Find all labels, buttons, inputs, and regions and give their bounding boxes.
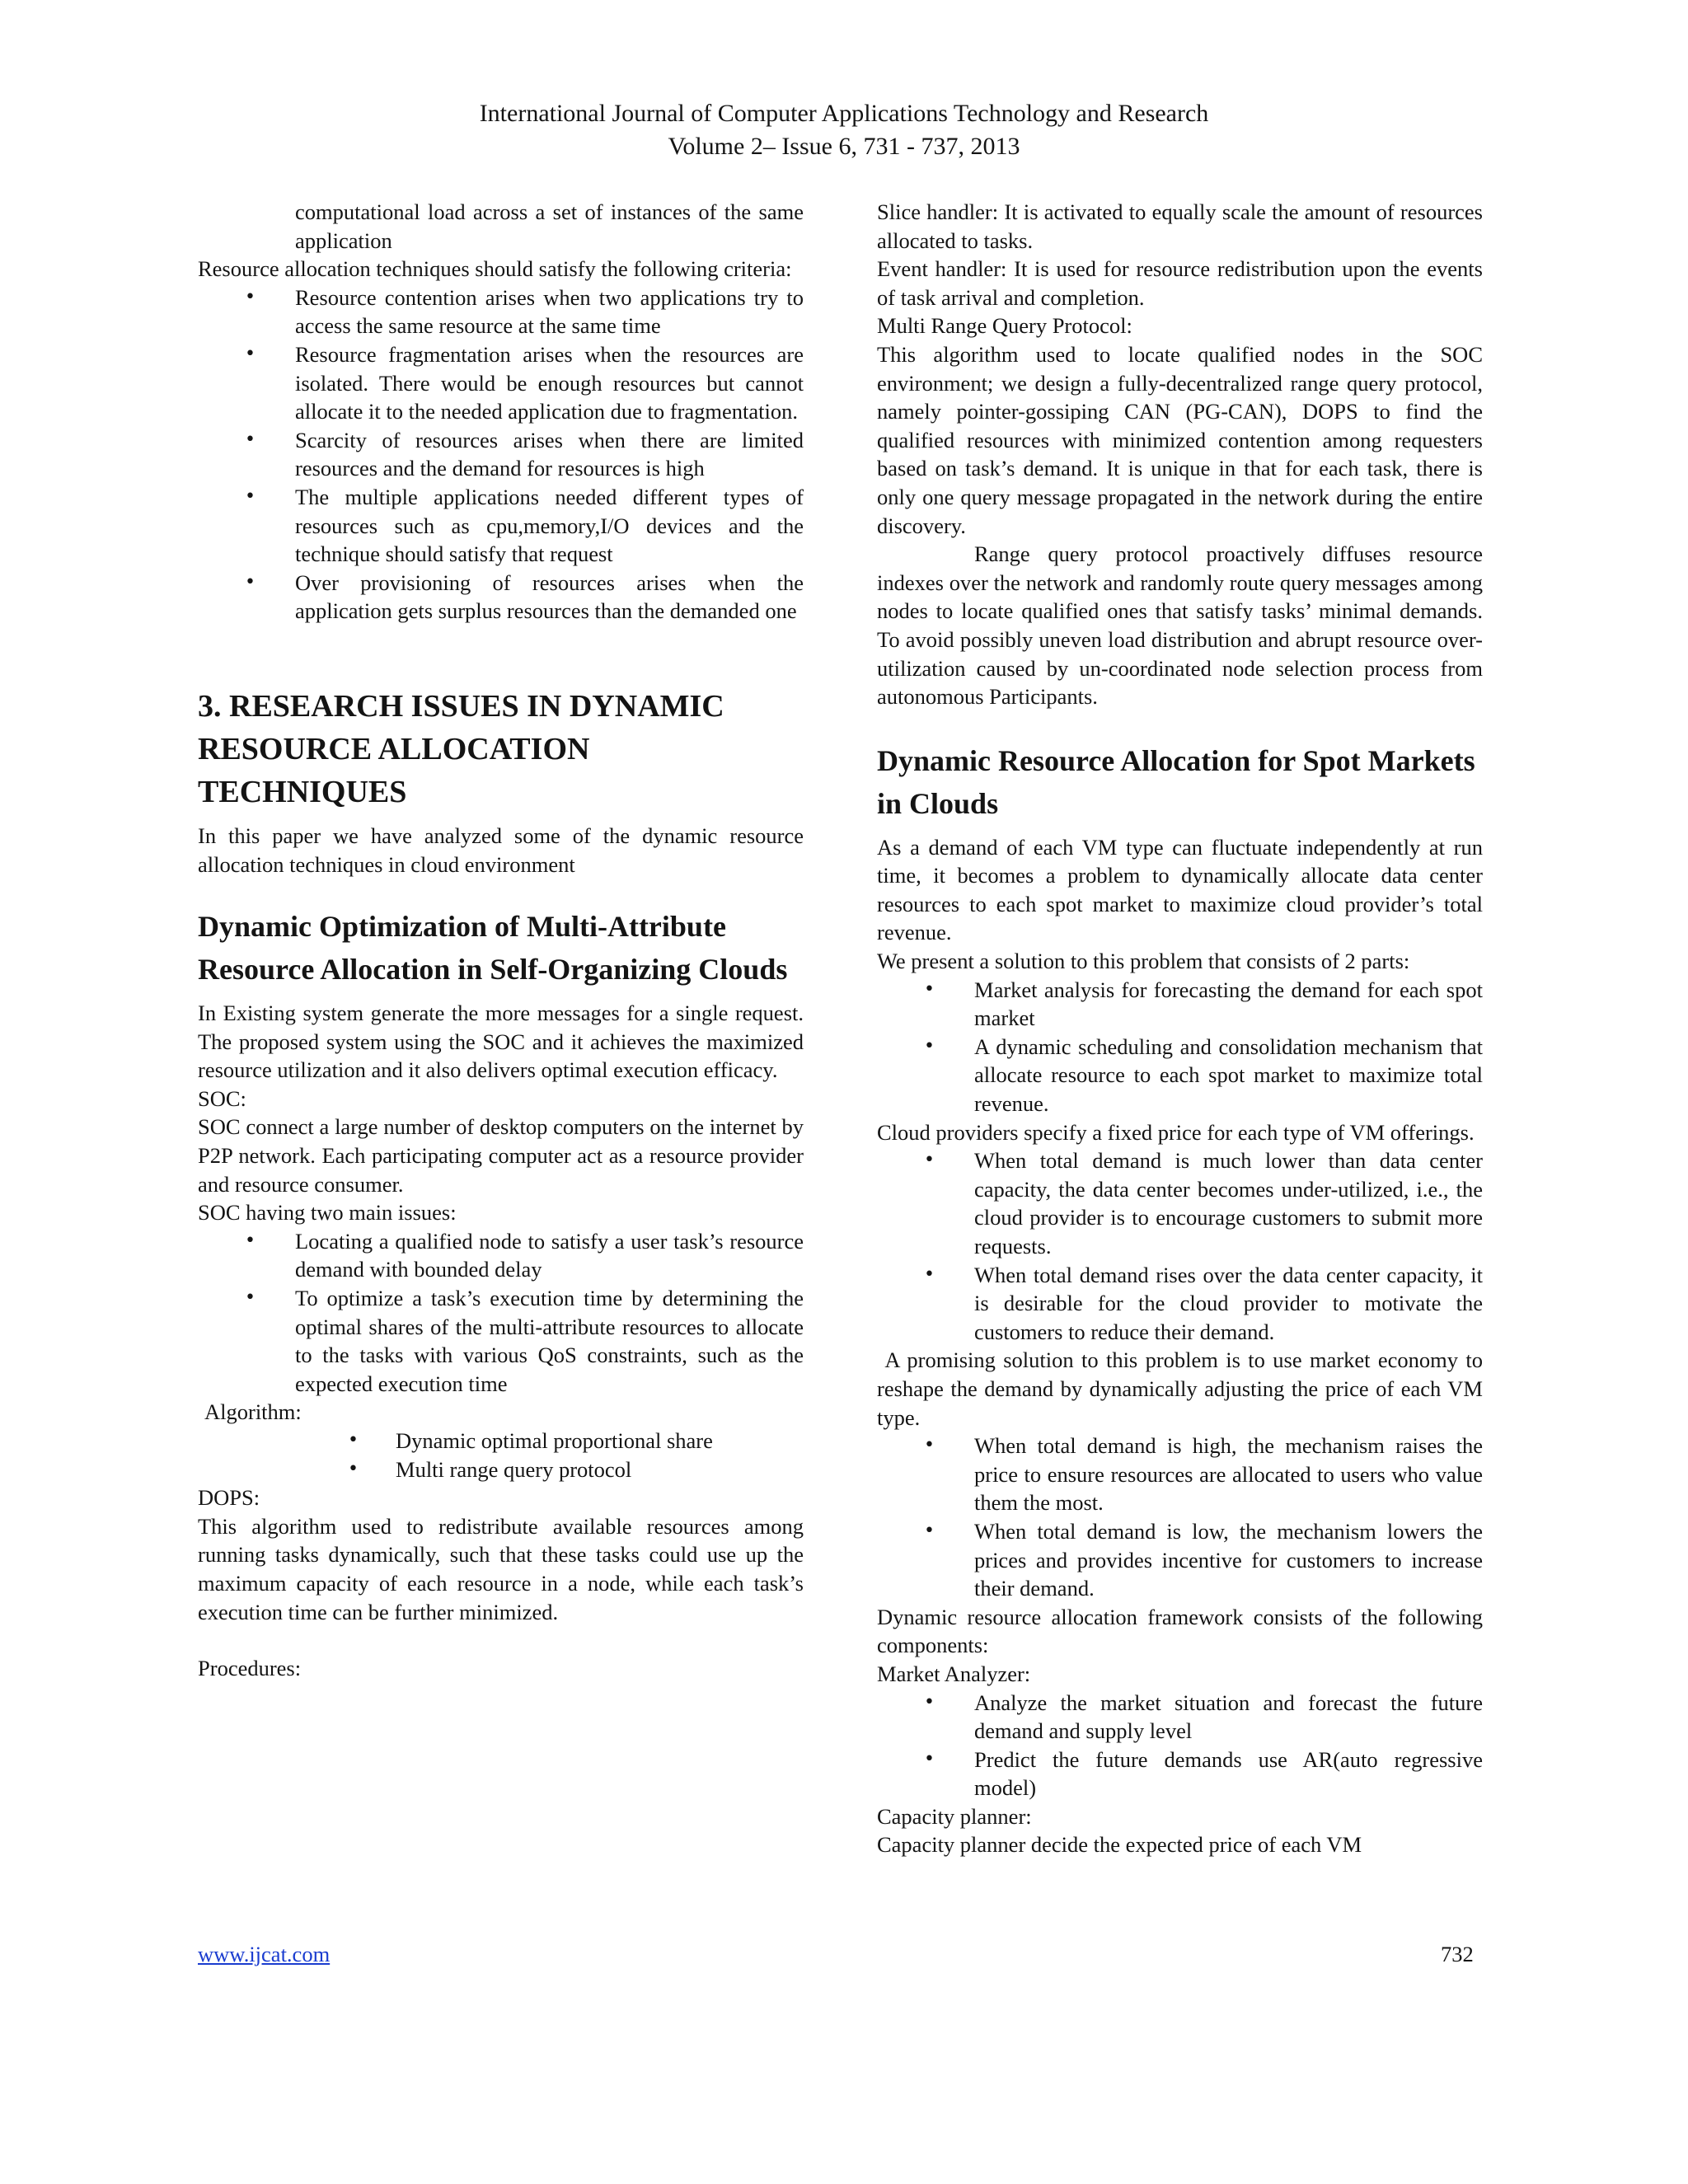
dops-label: DOPS: bbox=[198, 1485, 260, 1511]
mechanism-list bbox=[877, 1432, 1483, 1603]
capacity-planner-text: Capacity planner decide the expected price of each VM bbox=[877, 1832, 1362, 1858]
list-item: • Resource contention arises when two applications try to access the same resource at the same time bbox=[198, 284, 804, 340]
market-analyzer-list bbox=[877, 1689, 1483, 1802]
list-item: • Analyze the market situation and forecast the future demand and supply level bbox=[877, 1689, 1483, 1746]
list-item: • Multi range query protocol bbox=[198, 1455, 804, 1484]
soc-issues-intro: SOC having two main issues: bbox=[198, 1200, 457, 1226]
procedures-label: Procedures: bbox=[198, 1656, 302, 1681]
continued-text: computational load across a set of instances of the same application bbox=[295, 199, 804, 253]
list-item: • When total demand is much lower than data center capacity, the data center becomes under-utilized, i.e., the cloud provider is to encourage customers to submit more requests. bbox=[877, 1146, 1483, 1260]
algorithm-label: Algorithm: bbox=[204, 1399, 302, 1425]
capacity-planner-label: Capacity planner: bbox=[877, 1803, 1032, 1829]
soc-text: SOC connect a large number of desktop computers on the internet by P2P network. Each participating computer act as a resource provider and resource consumer. bbox=[198, 1114, 804, 1197]
slice-handler-text: Slice handler: It is activated to equally scale the amount of resources allocated to tasks. bbox=[877, 199, 1483, 253]
left-column bbox=[198, 198, 804, 1683]
list-item: • When total demand is high, the mechanism raises the price to ensure resources are allocated to users who value them the most. bbox=[877, 1432, 1483, 1517]
spot-markets-text: As a demand of each VM type can fluctuate independently at run time, it becomes a problem to dynamically allocate data center resources to each spot market to maximize cloud provider’s total revenue. bbox=[877, 834, 1483, 945]
list-item: • Scarcity of resources arises when there are limited resources and the demand for resources is high bbox=[198, 426, 804, 483]
promising-solution-text: A promising solution to this problem is to use market economy to reshape the demand by dynamically adjusting the price of each VM type. bbox=[877, 1347, 1489, 1430]
mrqp-label: Multi Range Query Protocol: bbox=[877, 313, 1132, 339]
journal-header bbox=[0, 97, 1688, 163]
section-3-heading: 3. RESEARCH ISSUES IN DYNAMIC RESOURCE ALLOCATION TECHNIQUES bbox=[198, 688, 724, 809]
list-item: • Over provisioning of resources arises when the application gets surplus resources than the demanded one bbox=[198, 569, 804, 626]
journal-title: International Journal of Computer Applications Technology and Research bbox=[479, 100, 1209, 127]
event-handler-text: Event handler: It is used for resource redistribution upon the events of task arrival and completion. bbox=[877, 256, 1483, 310]
framework-intro: Dynamic resource allocation framework consists of the following components: bbox=[877, 1604, 1483, 1658]
dops-text: This algorithm used to redistribute available resources among running tasks dynamically, such that these tasks could use up the maximum capacity of each resource in a node, while each task’s execution time can be further minimized. bbox=[198, 1513, 804, 1624]
demand-cases-list bbox=[877, 1146, 1483, 1346]
subsection-soc-text: In Existing system generate the more messages for a single request. The proposed system using the SOC and it achieves the maximized resource utilization and it also delivers optimal execution efficacy. bbox=[198, 1001, 804, 1083]
criteria-intro: Resource allocation techniques should satisfy the following criteria: bbox=[198, 256, 792, 282]
list-item: • A dynamic scheduling and consolidation mechanism that allocate resource to each spot market to maximize total revenue. bbox=[877, 1033, 1483, 1118]
subsection-soc-heading: Dynamic Optimization of Multi-Attribute Resource Allocation in Self-Organizing Clouds bbox=[198, 910, 788, 987]
list-item: • Locating a qualified node to satisfy a user task’s resource demand with bounded delay bbox=[198, 1227, 804, 1284]
list-item: • When total demand rises over the data center capacity, it is desirable for the cloud provider to motivate the customers to reduce their demand. bbox=[877, 1261, 1483, 1347]
solution-intro: We present a solution to this problem that consists of 2 parts: bbox=[877, 949, 1410, 974]
journal-website-link[interactable]: www.ijcat.com bbox=[198, 1942, 331, 1966]
journal-volume: Volume 2– Issue 6, 731 - 737, 2013 bbox=[668, 133, 1020, 160]
page-number: 732 bbox=[1441, 1942, 1474, 1966]
fixed-price-text: Cloud providers specify a fixed price for each type of VM offerings. bbox=[877, 1119, 1475, 1145]
solution-list bbox=[877, 976, 1483, 1118]
range-query-text: Range query protocol proactively diffuses resource indexes over the network and randomly route query messages among nodes to locate qualified ones that satisfy tasks’ minimal demands. To avoid possibly uneven load distribution and abrupt resource over-utilization caused by un-coordinated node selection process from autonomous Participants. bbox=[877, 541, 1483, 710]
list-item: • Predict the future demands use AR(auto regressive model) bbox=[877, 1746, 1483, 1802]
section-3-text: In this paper we have analyzed some of the dynamic resource allocation techniques in cloud environment bbox=[198, 823, 804, 877]
soc-label: SOC: bbox=[198, 1085, 246, 1111]
list-item: • To optimize a task’s execution time by determining the optimal shares of the multi-attribute resources to allocate to the tasks with various QoS constraints, such as the expected execution time bbox=[198, 1284, 804, 1398]
right-column bbox=[877, 198, 1489, 1859]
list-item: • Market analysis for forecasting the demand for each spot market bbox=[877, 976, 1483, 1033]
list-item: • Resource fragmentation arises when the resources are isolated. There would be enough resources but cannot allocate it to the needed application due to fragmentation. bbox=[198, 340, 804, 426]
criteria-list bbox=[198, 284, 804, 626]
soc-issues-list bbox=[198, 1227, 804, 1399]
list-item: • Dynamic optimal proportional share bbox=[198, 1427, 804, 1455]
subsection-spot-markets-heading: Dynamic Resource Allocation for Spot Markets in Clouds bbox=[877, 743, 1475, 820]
list-item: • When total demand is low, the mechanism lowers the prices and provides incentive for customers to increase their demand. bbox=[877, 1517, 1483, 1603]
algorithm-list bbox=[198, 1427, 804, 1483]
list-item: • The multiple applications needed different types of resources such as cpu,memory,I/O devices and the technique should satisfy that request bbox=[198, 483, 804, 569]
market-analyzer-label: Market Analyzer: bbox=[877, 1661, 1031, 1686]
mrqp-text: This algorithm used to locate qualified nodes in the SOC environment; we design a fully-decentralized range query protocol, namely pointer-gossiping CAN (PG-CAN), DOPS to find the qualified resources with minimized contention among requesters based on task’s demand. It is unique in that for each task, there is only one query message propagated in the network during the entire discovery. bbox=[877, 341, 1483, 538]
